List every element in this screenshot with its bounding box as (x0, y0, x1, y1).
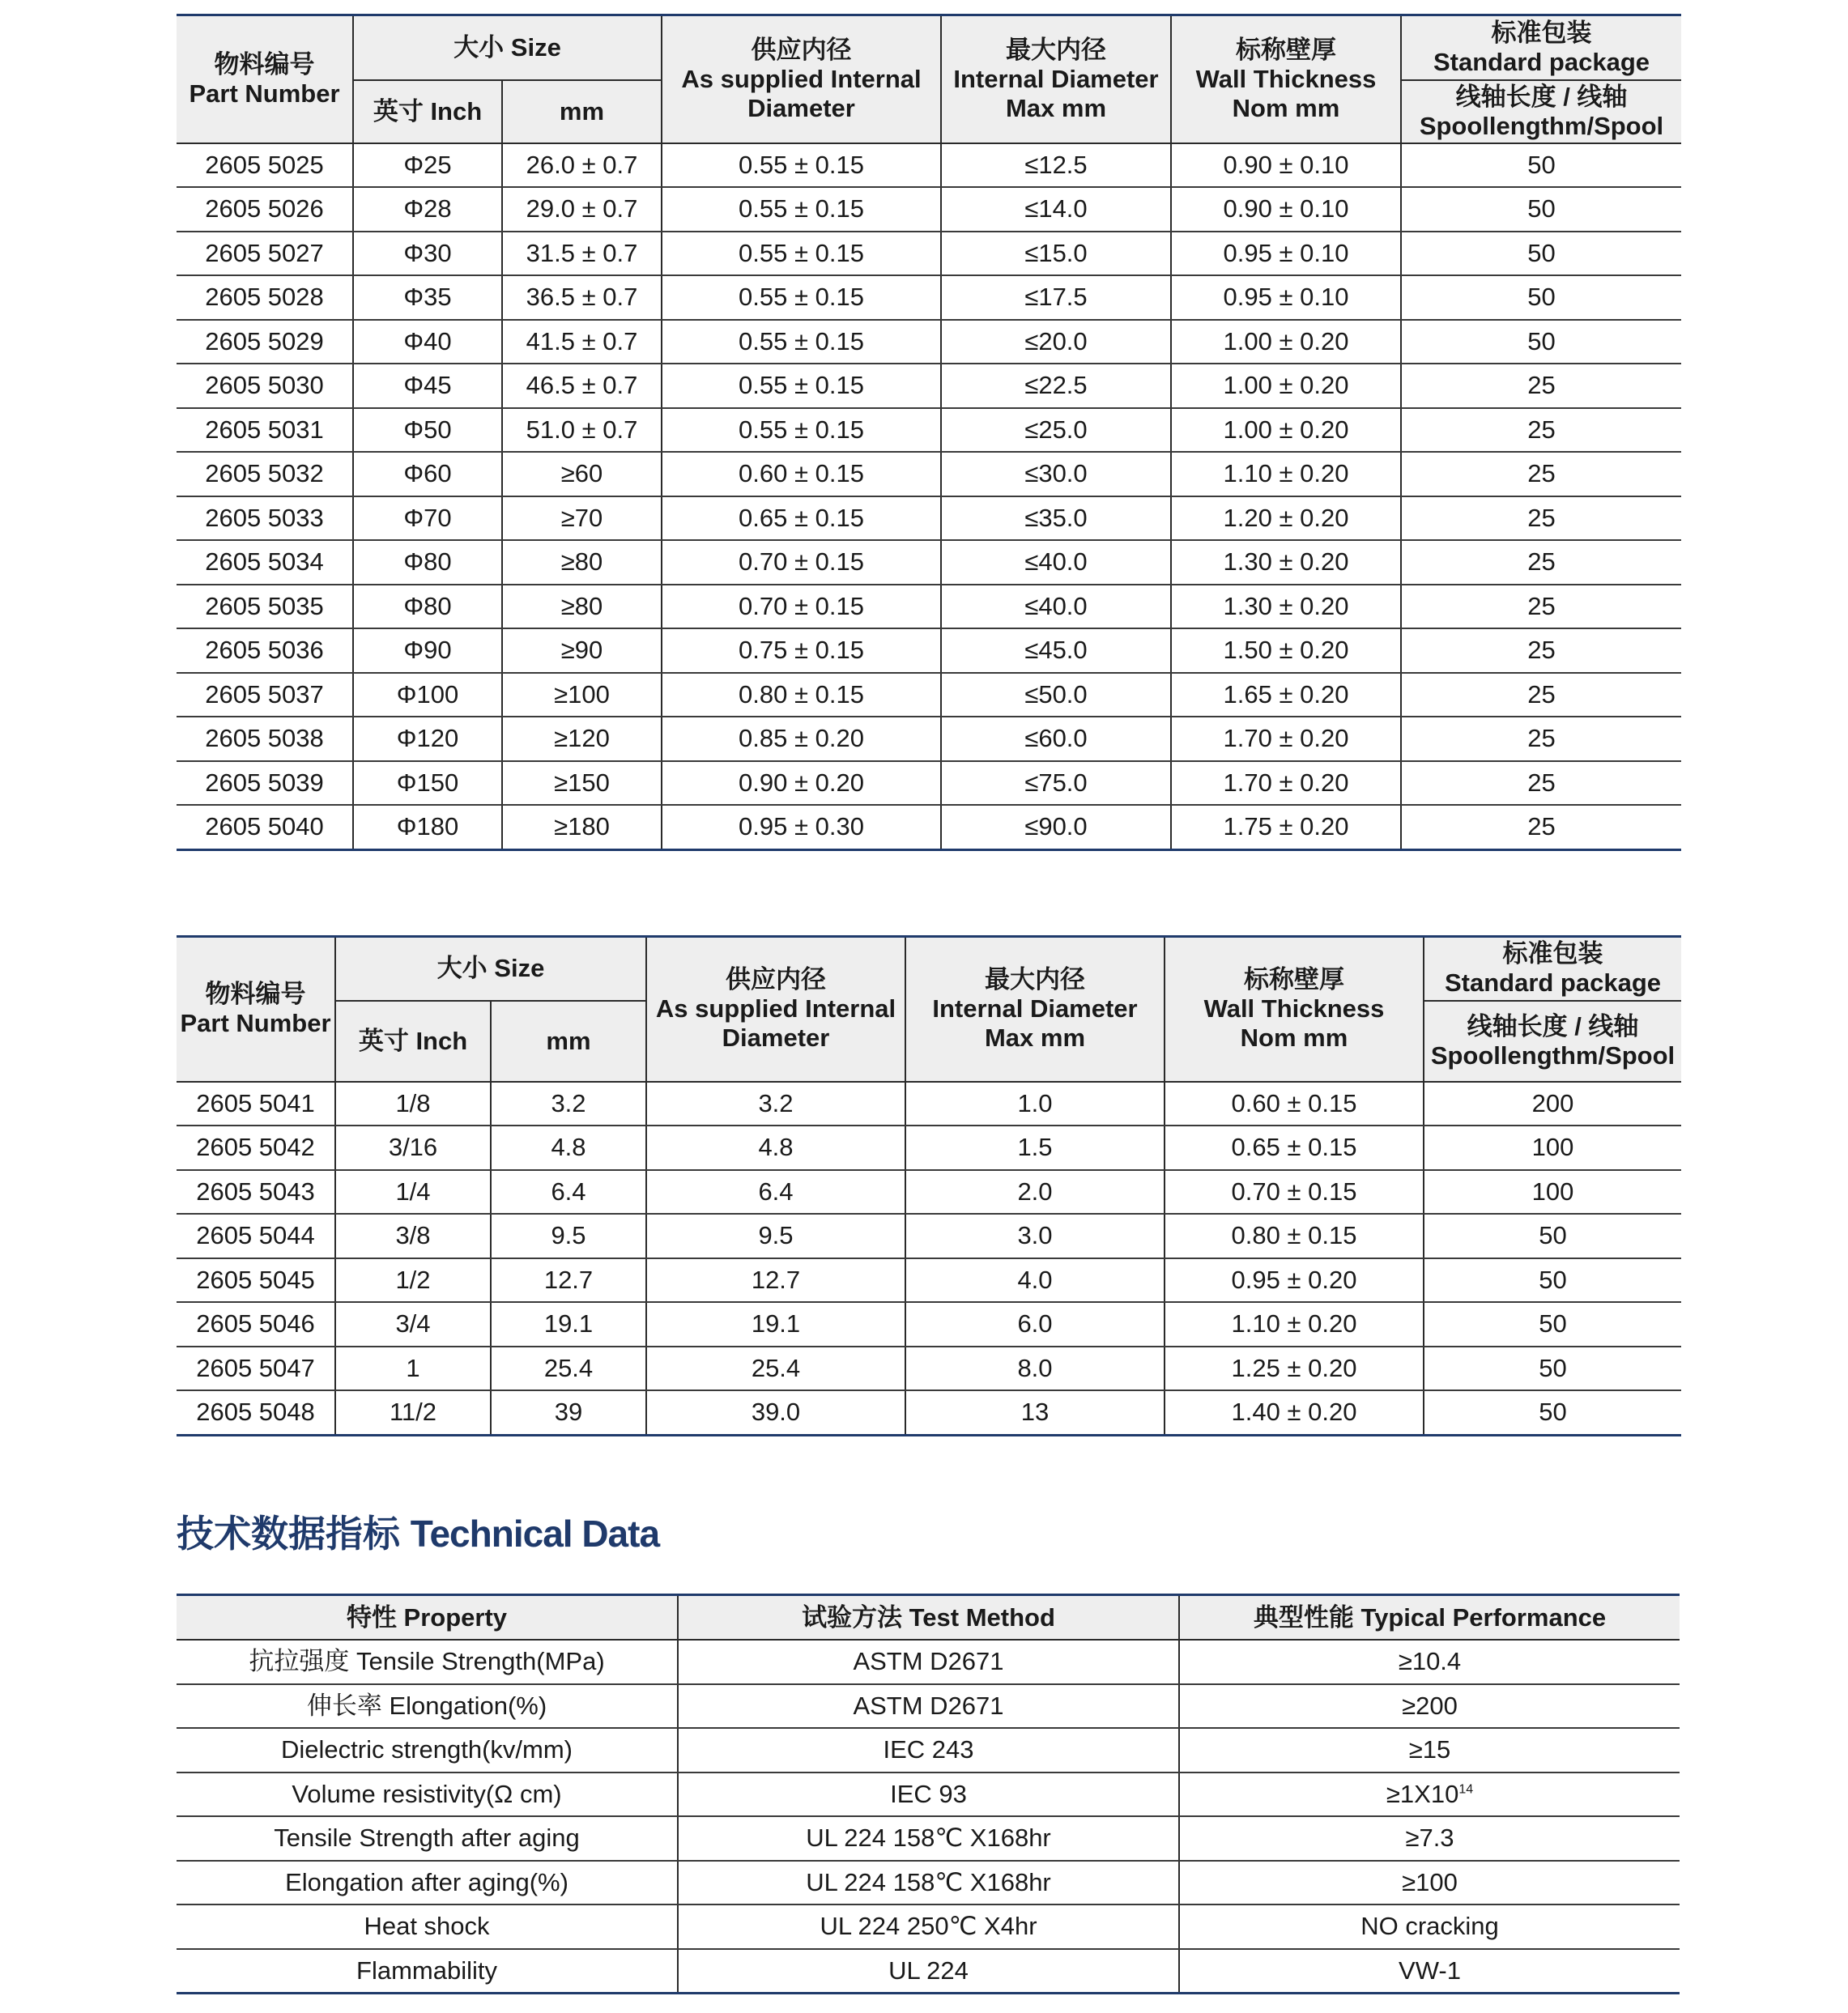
table-row (177, 628, 1681, 673)
property-header: 特性 Property (177, 1595, 678, 1641)
size-inch-cell: Φ70 (353, 496, 502, 541)
technical-data-title-cn: 技术数据指标 (177, 1513, 400, 1555)
wall-thickness-cell: 1.65 ± 0.20 (1171, 673, 1401, 717)
supplied-diameter-cell: 0.60 ± 0.15 (662, 452, 941, 496)
wall-thickness-cell: 0.65 ± 0.15 (1165, 1126, 1424, 1170)
max-diameter-header: 最大内径 Internal Diameter Max mm (905, 937, 1165, 1082)
wall-thickness-cell: 1.20 ± 0.20 (1171, 496, 1401, 541)
size-inch-cell: Φ60 (353, 452, 502, 496)
method-cell: UL 224 250℃ X4hr (678, 1904, 1179, 1949)
technical-data-table (177, 1594, 1680, 1994)
supplied-diameter-cell: 3.2 (646, 1082, 905, 1126)
part-number-cell: 2605 5030 (177, 364, 353, 408)
table-row (177, 143, 1681, 188)
max-diameter-cell: ≤75.0 (941, 761, 1171, 806)
spool-length-cell: 50 (1401, 320, 1681, 364)
size-inch-cell: Φ25 (353, 143, 502, 188)
part-number-cell: 2605 5045 (177, 1258, 335, 1303)
size-mm-cell: ≥120 (502, 717, 662, 761)
wall-thickness-cell: 0.95 ± 0.20 (1165, 1258, 1424, 1303)
size-inch-cell: Φ120 (353, 717, 502, 761)
wall-thickness-cell: 1.30 ± 0.20 (1171, 585, 1401, 629)
table-row (177, 1258, 1681, 1303)
size-mm-cell: ≥150 (502, 761, 662, 806)
wall-thickness-cell: 0.90 ± 0.10 (1171, 143, 1401, 188)
table-row (177, 805, 1681, 849)
supplied-diameter-header: 供应内径 As supplied Internal Diameter (646, 937, 905, 1082)
max-diameter-cell: ≤90.0 (941, 805, 1171, 849)
size-header: 大小 Size (335, 937, 646, 1001)
performance-cell: ≥200 (1179, 1684, 1680, 1729)
supplied-diameter-cell: 0.75 ± 0.15 (662, 628, 941, 673)
part-number-cell: 2605 5038 (177, 717, 353, 761)
method-cell: UL 224 158℃ X168hr (678, 1861, 1179, 1905)
table-row (177, 232, 1681, 276)
part-number-cell: 2605 5042 (177, 1126, 335, 1170)
supplied-diameter-cell: 39.0 (646, 1390, 905, 1435)
part-number-header: 物料编号 Part Number (177, 937, 335, 1082)
performance-cell: NO cracking (1179, 1904, 1680, 1949)
size-inch-cell: 3/8 (335, 1214, 491, 1258)
part-number-cell: 2605 5033 (177, 496, 353, 541)
size-header: 大小 Size (353, 15, 662, 80)
size-mm-cell: 51.0 ± 0.7 (502, 408, 662, 453)
performance-cell: VW-1 (1179, 1949, 1680, 1994)
part-number-cell: 2605 5034 (177, 540, 353, 585)
standard-package-header: 标准包装 Standard package (1401, 15, 1681, 80)
part-number-cell: 2605 5047 (177, 1347, 335, 1391)
method-cell: IEC 93 (678, 1773, 1179, 1817)
spool-length-cell: 50 (1424, 1258, 1681, 1303)
size-inch-cell: 1/8 (335, 1082, 491, 1126)
size-inch-cell: Φ35 (353, 275, 502, 320)
size-inch-cell: 3/16 (335, 1126, 491, 1170)
max-diameter-cell: ≤14.0 (941, 187, 1171, 232)
spec-table-1-body (177, 143, 1681, 850)
technical-data-title (177, 1509, 659, 1558)
size-mm-cell: 4.8 (491, 1126, 646, 1170)
max-diameter-cell: 1.5 (905, 1126, 1165, 1170)
spool-length-cell: 25 (1401, 805, 1681, 849)
spool-length-cell: 25 (1401, 673, 1681, 717)
size-inch-cell: Φ180 (353, 805, 502, 849)
table-row (177, 496, 1681, 541)
performance-cell: ≥7.3 (1179, 1816, 1680, 1861)
max-diameter-cell: ≤12.5 (941, 143, 1171, 188)
table-row (177, 1949, 1680, 1994)
spool-length-cell: 25 (1401, 628, 1681, 673)
wall-thickness-header: 标称壁厚 Wall Thickness Nom mm (1165, 937, 1424, 1082)
max-diameter-cell: ≤15.0 (941, 232, 1171, 276)
size-inch-cell: Φ30 (353, 232, 502, 276)
part-number-cell: 2605 5029 (177, 320, 353, 364)
part-number-cell: 2605 5027 (177, 232, 353, 276)
mm-header: mm (502, 80, 662, 143)
size-inch-cell: Φ28 (353, 187, 502, 232)
wall-thickness-cell: 1.70 ± 0.20 (1171, 717, 1401, 761)
method-cell: ASTM D2671 (678, 1640, 1179, 1684)
table-row (177, 1773, 1680, 1817)
size-inch-cell: Φ90 (353, 628, 502, 673)
spool-length-cell: 50 (1401, 232, 1681, 276)
wall-thickness-cell: 1.10 ± 0.20 (1171, 452, 1401, 496)
wall-thickness-cell: 0.95 ± 0.10 (1171, 275, 1401, 320)
size-mm-cell: ≥180 (502, 805, 662, 849)
supplied-diameter-cell: 0.85 ± 0.20 (662, 717, 941, 761)
method-cell: ASTM D2671 (678, 1684, 1179, 1729)
size-mm-cell: 25.4 (491, 1347, 646, 1391)
supplied-diameter-cell: 9.5 (646, 1214, 905, 1258)
wall-thickness-cell: 1.10 ± 0.20 (1165, 1302, 1424, 1347)
wall-thickness-cell: 1.30 ± 0.20 (1171, 540, 1401, 585)
table-row (177, 1302, 1681, 1347)
wall-thickness-cell: 1.70 ± 0.20 (1171, 761, 1401, 806)
test-method-header: 试验方法 Test Method (678, 1595, 1179, 1641)
size-inch-cell: Φ50 (353, 408, 502, 453)
table-row (177, 1170, 1681, 1215)
size-mm-cell: ≥80 (502, 585, 662, 629)
supplied-diameter-cell: 0.95 ± 0.30 (662, 805, 941, 849)
size-mm-cell: 12.7 (491, 1258, 646, 1303)
max-diameter-cell: ≤30.0 (941, 452, 1171, 496)
size-mm-cell: 3.2 (491, 1082, 646, 1126)
part-number-cell: 2605 5039 (177, 761, 353, 806)
size-mm-cell: ≥70 (502, 496, 662, 541)
spec-table-2-body (177, 1082, 1681, 1436)
table-row (177, 187, 1681, 232)
method-cell: UL 224 (678, 1949, 1179, 1994)
spec-table-1 (177, 14, 1681, 851)
spool-length-cell: 50 (1401, 275, 1681, 320)
max-diameter-cell: ≤35.0 (941, 496, 1171, 541)
table-row (177, 452, 1681, 496)
table-row (177, 364, 1681, 408)
table-row (177, 275, 1681, 320)
spool-length-cell: 200 (1424, 1082, 1681, 1126)
wall-thickness-header: 标称壁厚 Wall Thickness Nom mm (1171, 15, 1401, 143)
max-diameter-cell: 1.0 (905, 1082, 1165, 1126)
technical-data-body (177, 1640, 1680, 1994)
size-mm-cell: 26.0 ± 0.7 (502, 143, 662, 188)
size-mm-cell: 39 (491, 1390, 646, 1435)
max-diameter-cell: 4.0 (905, 1258, 1165, 1303)
property-cell: Dielectric strength(kv/mm) (177, 1728, 678, 1773)
wall-thickness-cell: 1.00 ± 0.20 (1171, 408, 1401, 453)
table-row (177, 540, 1681, 585)
wall-thickness-cell: 1.50 ± 0.20 (1171, 628, 1401, 673)
table-row (177, 717, 1681, 761)
part-number-cell: 2605 5037 (177, 673, 353, 717)
property-cell: Volume resistivity(Ω cm) (177, 1773, 678, 1817)
supplied-diameter-cell: 0.65 ± 0.15 (662, 496, 941, 541)
performance-cell: ≥100 (1179, 1861, 1680, 1905)
property-cell: 抗拉强度 Tensile Strength(MPa) (177, 1640, 678, 1684)
property-cell: Heat shock (177, 1904, 678, 1949)
table-row (177, 1082, 1681, 1126)
wall-thickness-cell: 1.75 ± 0.20 (1171, 805, 1401, 849)
part-number-cell: 2605 5043 (177, 1170, 335, 1215)
size-inch-cell: Φ40 (353, 320, 502, 364)
max-diameter-cell: ≤45.0 (941, 628, 1171, 673)
size-mm-cell: 29.0 ± 0.7 (502, 187, 662, 232)
size-mm-cell: 31.5 ± 0.7 (502, 232, 662, 276)
property-cell: Tensile Strength after aging (177, 1816, 678, 1861)
technical-data-title-en: Technical Data (410, 1513, 660, 1555)
supplied-diameter-cell: 19.1 (646, 1302, 905, 1347)
size-inch-cell: Φ80 (353, 540, 502, 585)
supplied-diameter-cell: 12.7 (646, 1258, 905, 1303)
part-number-cell: 2605 5044 (177, 1214, 335, 1258)
table-row (177, 1904, 1680, 1949)
part-number-cell: 2605 5028 (177, 275, 353, 320)
max-diameter-cell: ≤20.0 (941, 320, 1171, 364)
table-row (177, 1684, 1680, 1729)
size-mm-cell: ≥100 (502, 673, 662, 717)
property-cell: 伸长率 Elongation(%) (177, 1684, 678, 1729)
spool-length-cell: 50 (1424, 1390, 1681, 1435)
wall-thickness-cell: 0.95 ± 0.10 (1171, 232, 1401, 276)
method-cell: UL 224 158℃ X168hr (678, 1816, 1179, 1861)
table-row (177, 1816, 1680, 1861)
size-inch-cell: 1/4 (335, 1170, 491, 1215)
table-row (177, 761, 1681, 806)
wall-thickness-cell: 1.00 ± 0.20 (1171, 320, 1401, 364)
supplied-diameter-cell: 0.55 ± 0.15 (662, 364, 941, 408)
size-inch-cell: Φ100 (353, 673, 502, 717)
size-inch-cell: Φ80 (353, 585, 502, 629)
spool-length-cell: 25 (1401, 496, 1681, 541)
table-row (177, 1390, 1681, 1435)
size-inch-cell: 1 (335, 1347, 491, 1391)
max-diameter-header: 最大内径 Internal Diameter Max mm (941, 15, 1171, 143)
wall-thickness-cell: 1.00 ± 0.20 (1171, 364, 1401, 408)
size-mm-cell: 19.1 (491, 1302, 646, 1347)
table-row (177, 1861, 1680, 1905)
standard-package-header: 标准包装 Standard package (1424, 937, 1681, 1001)
table-row (177, 585, 1681, 629)
max-diameter-cell: 13 (905, 1390, 1165, 1435)
size-mm-cell: ≥80 (502, 540, 662, 585)
spool-length-cell: 25 (1401, 585, 1681, 629)
spool-length-cell: 50 (1424, 1302, 1681, 1347)
supplied-diameter-cell: 0.80 ± 0.15 (662, 673, 941, 717)
spool-length-cell: 100 (1424, 1126, 1681, 1170)
max-diameter-cell: 8.0 (905, 1347, 1165, 1391)
size-inch-cell: Φ150 (353, 761, 502, 806)
spool-length-header: 线轴长度 / 线轴 Spoollengthm/Spool (1401, 80, 1681, 143)
spool-length-cell: 25 (1401, 540, 1681, 585)
max-diameter-cell: ≤60.0 (941, 717, 1171, 761)
max-diameter-cell: 2.0 (905, 1170, 1165, 1215)
part-number-cell: 2605 5025 (177, 143, 353, 188)
supplied-diameter-cell: 0.70 ± 0.15 (662, 540, 941, 585)
supplied-diameter-cell: 25.4 (646, 1347, 905, 1391)
supplied-diameter-cell: 4.8 (646, 1126, 905, 1170)
part-number-cell: 2605 5035 (177, 585, 353, 629)
size-mm-cell: ≥60 (502, 452, 662, 496)
supplied-diameter-cell: 6.4 (646, 1170, 905, 1215)
part-number-cell: 2605 5046 (177, 1302, 335, 1347)
size-mm-cell: 41.5 ± 0.7 (502, 320, 662, 364)
performance-cell: ≥10.4 (1179, 1640, 1680, 1684)
property-cell: Flammability (177, 1949, 678, 1994)
table-row (177, 1728, 1680, 1773)
spool-length-cell: 50 (1401, 187, 1681, 232)
supplied-diameter-cell: 0.90 ± 0.20 (662, 761, 941, 806)
size-inch-cell: Φ45 (353, 364, 502, 408)
spec-table-2 (177, 935, 1681, 1436)
supplied-diameter-cell: 0.55 ± 0.15 (662, 187, 941, 232)
table-row (177, 1126, 1681, 1170)
table-row (177, 673, 1681, 717)
spool-length-cell: 50 (1424, 1214, 1681, 1258)
size-inch-cell: 3/4 (335, 1302, 491, 1347)
wall-thickness-cell: 0.80 ± 0.15 (1165, 1214, 1424, 1258)
inch-header: 英寸 Inch (335, 1001, 491, 1082)
spool-length-cell: 25 (1401, 717, 1681, 761)
method-cell: IEC 243 (678, 1728, 1179, 1773)
spool-length-cell: 25 (1401, 761, 1681, 806)
supplied-diameter-cell: 0.55 ± 0.15 (662, 320, 941, 364)
wall-thickness-cell: 0.70 ± 0.15 (1165, 1170, 1424, 1215)
table-row (177, 320, 1681, 364)
supplied-diameter-cell: 0.55 ± 0.15 (662, 232, 941, 276)
mm-header: mm (491, 1001, 646, 1082)
size-mm-cell: 6.4 (491, 1170, 646, 1215)
supplied-diameter-cell: 0.55 ± 0.15 (662, 143, 941, 188)
part-number-cell: 2605 5041 (177, 1082, 335, 1126)
spool-length-cell: 25 (1401, 408, 1681, 453)
spool-length-cell: 25 (1401, 364, 1681, 408)
spool-length-cell: 100 (1424, 1170, 1681, 1215)
part-number-cell: 2605 5026 (177, 187, 353, 232)
max-diameter-cell: 6.0 (905, 1302, 1165, 1347)
size-mm-cell: 46.5 ± 0.7 (502, 364, 662, 408)
inch-header: 英寸 Inch (353, 80, 502, 143)
spool-length-cell: 50 (1424, 1347, 1681, 1391)
max-diameter-cell: ≤50.0 (941, 673, 1171, 717)
supplied-diameter-cell: 0.55 ± 0.15 (662, 275, 941, 320)
part-number-cell: 2605 5036 (177, 628, 353, 673)
performance-cell: $\ge 1X10^{14}$ (1179, 1773, 1680, 1817)
supplied-diameter-cell: 0.70 ± 0.15 (662, 585, 941, 629)
size-inch-cell: 11/2 (335, 1390, 491, 1435)
supplied-diameter-header: 供应内径 As supplied Internal Diameter (662, 15, 941, 143)
wall-thickness-cell: 0.90 ± 0.10 (1171, 187, 1401, 232)
table-row (177, 1214, 1681, 1258)
supplied-diameter-cell: 0.55 ± 0.15 (662, 408, 941, 453)
part-number-cell: 2605 5032 (177, 452, 353, 496)
spool-length-cell: 25 (1401, 452, 1681, 496)
wall-thickness-cell: 1.40 ± 0.20 (1165, 1390, 1424, 1435)
spool-length-header: 线轴长度 / 线轴 Spoollengthm/Spool (1424, 1001, 1681, 1082)
max-diameter-cell: ≤17.5 (941, 275, 1171, 320)
size-inch-cell: 1/2 (335, 1258, 491, 1303)
part-number-cell: 2605 5040 (177, 805, 353, 849)
max-diameter-cell: 3.0 (905, 1214, 1165, 1258)
max-diameter-cell: ≤40.0 (941, 585, 1171, 629)
exponent: 14 (1458, 1782, 1474, 1797)
max-diameter-cell: ≤25.0 (941, 408, 1171, 453)
typical-performance-header: 典型性能 Typical Performance (1179, 1595, 1680, 1641)
wall-thickness-cell: 0.60 ± 0.15 (1165, 1082, 1424, 1126)
spool-length-cell: 50 (1401, 143, 1681, 188)
table-row (177, 1347, 1681, 1391)
max-diameter-cell: ≤22.5 (941, 364, 1171, 408)
table-row (177, 408, 1681, 453)
part-number-cell: 2605 5031 (177, 408, 353, 453)
part-number-cell: 2605 5048 (177, 1390, 335, 1435)
max-diameter-cell: ≤40.0 (941, 540, 1171, 585)
size-mm-cell: 36.5 ± 0.7 (502, 275, 662, 320)
property-cell: Elongation after aging(%) (177, 1861, 678, 1905)
wall-thickness-cell: 1.25 ± 0.20 (1165, 1347, 1424, 1391)
table-row (177, 1640, 1680, 1684)
size-mm-cell: 9.5 (491, 1214, 646, 1258)
performance-cell: ≥15 (1179, 1728, 1680, 1773)
size-mm-cell: ≥90 (502, 628, 662, 673)
part-number-header: 物料编号 Part Number (177, 15, 353, 143)
